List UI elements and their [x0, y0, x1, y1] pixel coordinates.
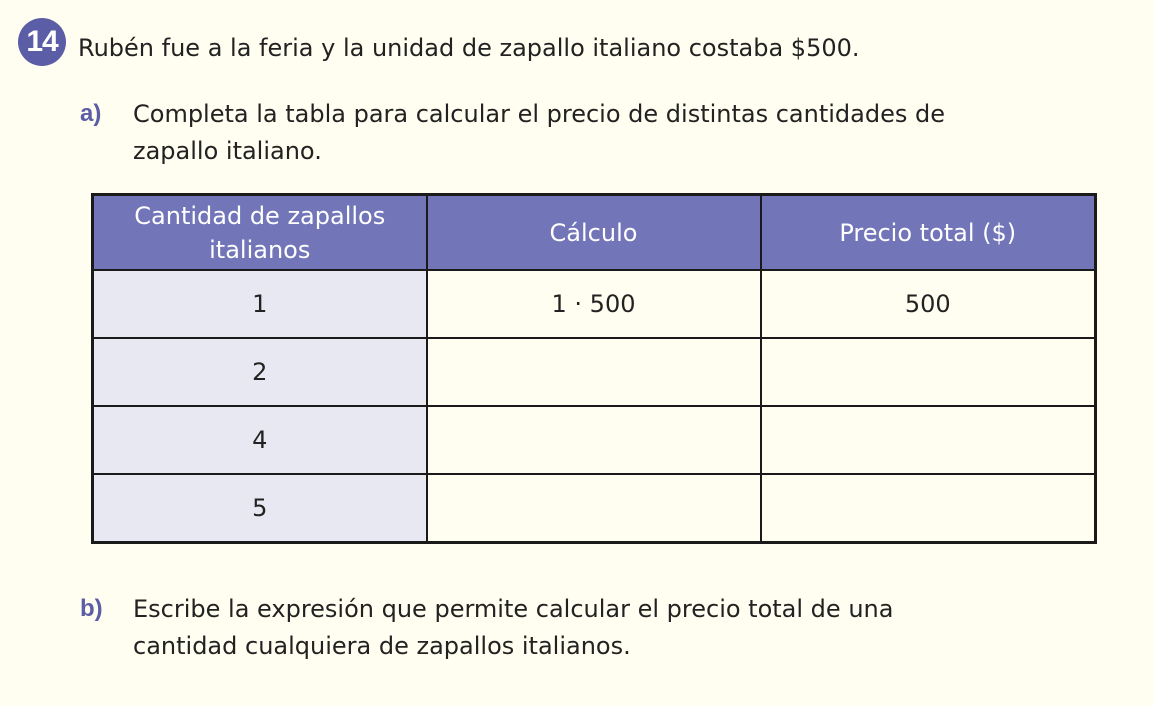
price-table [91, 193, 1097, 544]
calculation-cell[interactable] [427, 406, 761, 474]
table-row [93, 270, 1096, 338]
quantity-cell: 2 [93, 338, 427, 406]
part-b-instruction [133, 591, 1033, 665]
total-price-cell[interactable] [761, 406, 1096, 474]
header-total-price: Precio total ($) [761, 195, 1096, 271]
table-row [93, 338, 1096, 406]
quantity-cell: 4 [93, 406, 427, 474]
header-quantity-line-1: Cantidad de zapallos [134, 201, 386, 230]
header-quantity-line-2: italianos [209, 235, 311, 264]
table-row [93, 406, 1096, 474]
table-row [93, 474, 1096, 543]
part-a-instruction [133, 96, 1033, 170]
total-price-cell: 500 [761, 270, 1096, 338]
header-quantity [93, 195, 427, 271]
total-price-cell[interactable] [761, 338, 1096, 406]
calculation-cell: 1 · 500 [427, 270, 761, 338]
quantity-cell: 1 [93, 270, 427, 338]
calculation-cell[interactable] [427, 338, 761, 406]
header-calculation: Cálculo [427, 195, 761, 271]
part-b-letter: b) [80, 595, 103, 622]
quantity-cell: 5 [93, 474, 427, 543]
part-b-line-2: cantidad cualquiera de zapallos italianos. [133, 632, 631, 660]
table-header-row [93, 195, 1096, 271]
part-a-line-2: zapallo italiano. [133, 137, 322, 165]
total-price-cell[interactable] [761, 474, 1096, 543]
exercise-statement: Rubén fue a la feria y la unidad de zapallo italiano costaba $500. [78, 34, 860, 62]
calculation-cell[interactable] [427, 474, 761, 543]
part-a-letter: a) [80, 100, 102, 127]
part-a-line-1: Completa la tabla para calcular el precio de distintas cantidades de [133, 100, 946, 128]
part-b-line-1: Escribe la expresión que permite calcular el precio total de una [133, 595, 894, 623]
exercise-number-badge: 14 [18, 18, 66, 66]
